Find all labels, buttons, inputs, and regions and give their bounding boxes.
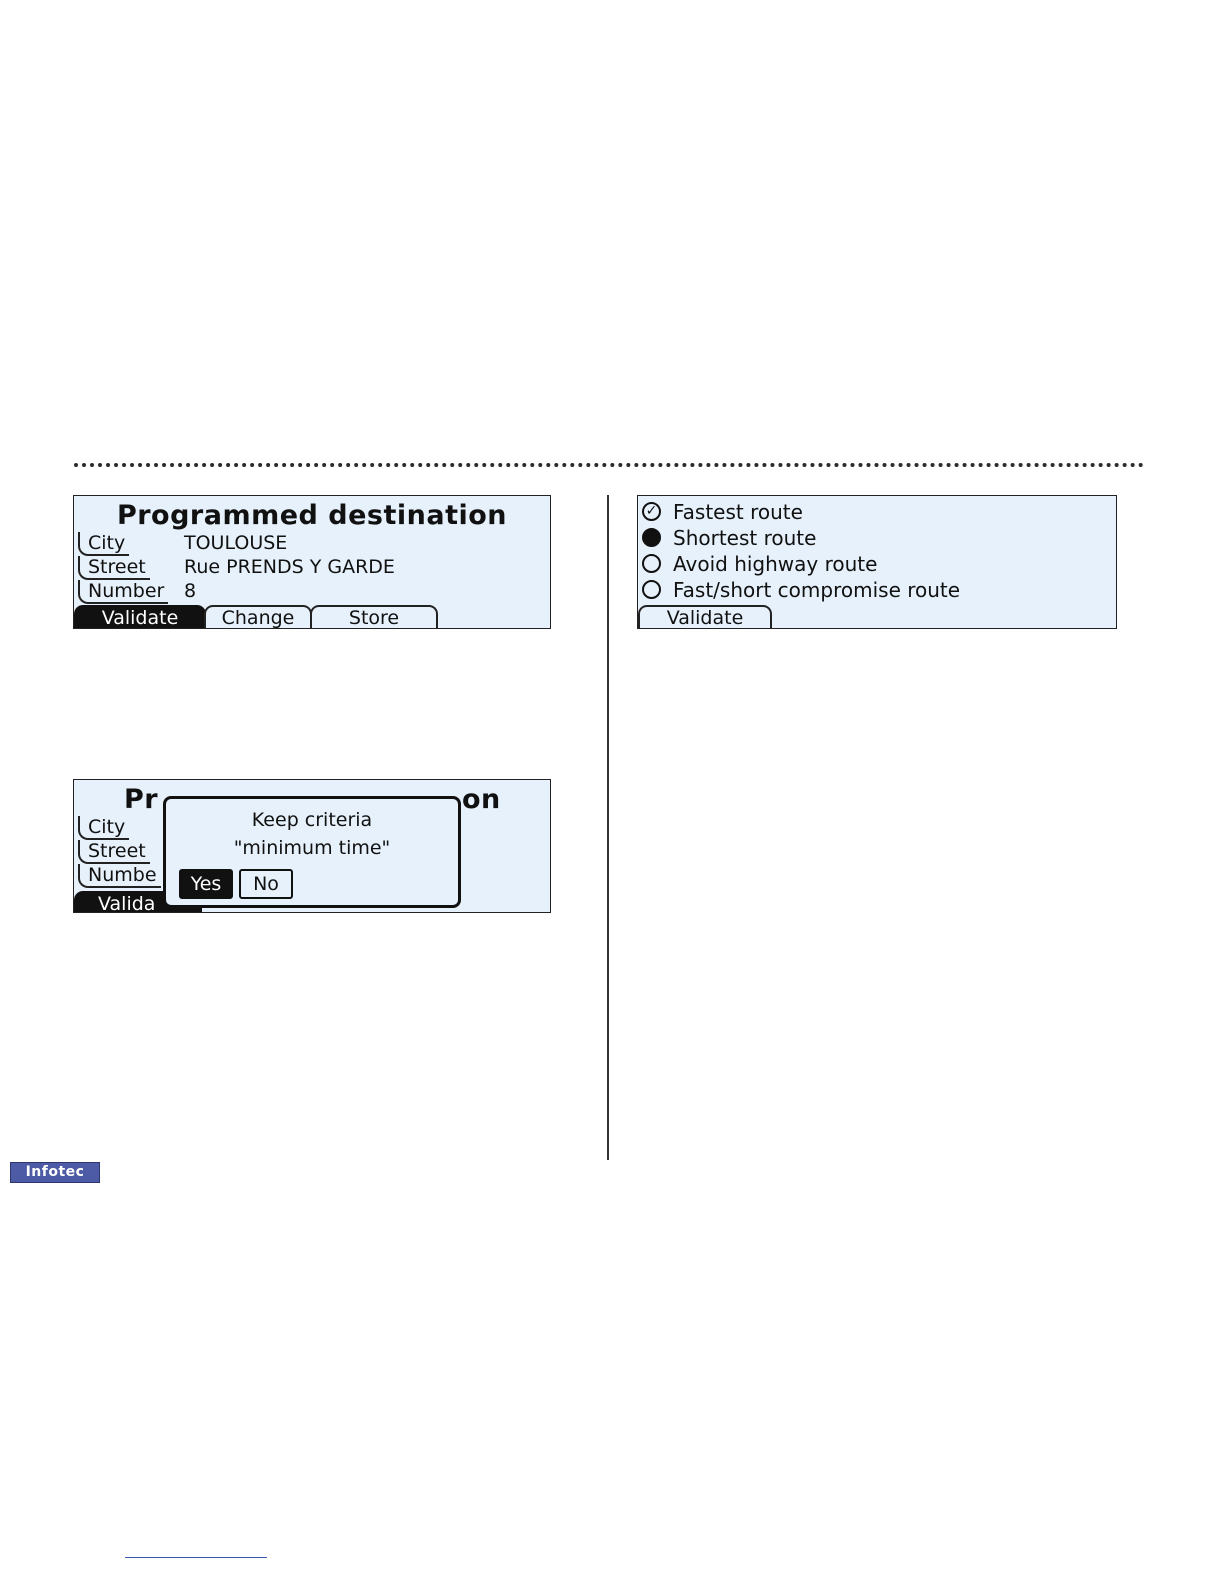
tab-validate[interactable]: Validate [74, 605, 206, 628]
field-value-city: TOULOUSE [184, 532, 288, 554]
field-label-city: City [78, 816, 129, 840]
screen-title: Programmed destination [116, 500, 508, 531]
field-label-street: Street [78, 840, 150, 864]
route-option-label: Fastest route [673, 500, 803, 524]
dialog-line-2: "minimum time" [233, 837, 391, 859]
screen-title-partial-left: Pr [124, 784, 159, 815]
tab-validate[interactable]: Valida [74, 891, 202, 912]
softkey-bar [74, 606, 550, 628]
field-value-number: 8 [184, 580, 197, 602]
screen-title-partial-right: on [462, 784, 501, 815]
infotec-logo: Infotec [10, 1162, 100, 1183]
empty-radio-icon [642, 580, 661, 599]
tab-validate[interactable]: Validate [638, 605, 772, 628]
footer-underline [125, 1557, 267, 1558]
programmed-destination-screen [73, 495, 551, 629]
field-label-city: City [78, 532, 129, 556]
route-option-label: Fast/short compromise route [673, 578, 961, 602]
keep-criteria-dialog [163, 796, 461, 908]
dotted-separator [74, 463, 1144, 467]
column-divider [607, 495, 609, 1160]
tab-store[interactable]: Store [310, 605, 438, 628]
empty-radio-icon [642, 554, 661, 573]
dialog-line-1: Keep criteria [251, 809, 373, 831]
no-button[interactable]: No [239, 869, 293, 899]
softkey-bar [638, 606, 1116, 628]
route-option-label: Avoid highway route [673, 552, 878, 576]
check-radio-icon: ✓ [642, 502, 661, 521]
field-label-number: Number [78, 580, 168, 604]
field-value-street: Rue PRENDS Y GARDE [184, 556, 395, 578]
route-option-label: Shortest route [673, 526, 817, 550]
yes-button[interactable]: Yes [179, 869, 233, 899]
filled-radio-icon [642, 528, 661, 547]
keep-criteria-screen [73, 779, 551, 913]
field-label-street: Street [78, 556, 150, 580]
tab-change[interactable]: Change [204, 605, 312, 628]
route-options-screen [637, 495, 1117, 629]
field-label-number: Numbe [78, 864, 161, 888]
